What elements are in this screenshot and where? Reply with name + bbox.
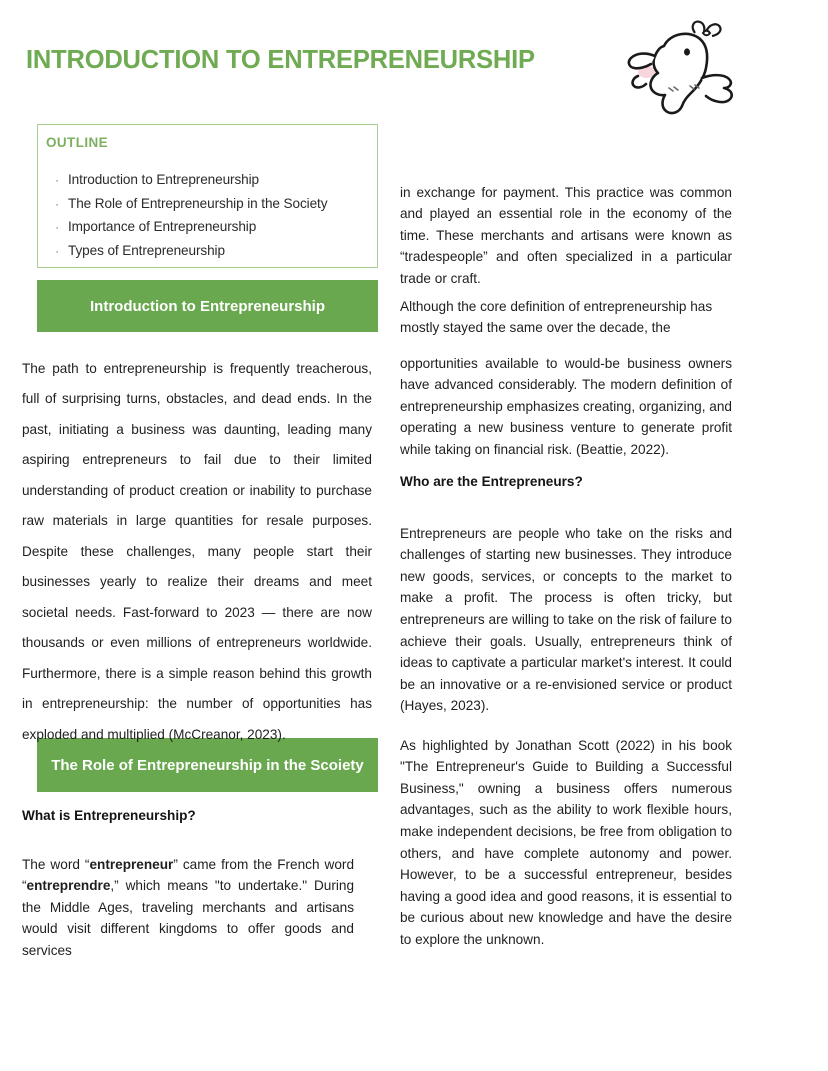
outline-box	[37, 124, 378, 268]
outline-item-label: Introduction to Entrepreneurship	[68, 172, 260, 187]
list-item	[46, 193, 373, 217]
text-run: ,” which means "to undertake." During the Middle Ages, traveling merchants and artisans would visit different kingdoms to offer goods and services	[22, 878, 354, 958]
paragraph-intro-path: The path to entrepreneurship is frequently treacherous, full of surprising turns, obstacles, and dead ends. In the past, initiating a business was daunting, leading many aspiring entrepreneurs to fail due to their limited understanding of product creation or inability to purchase raw materials in large quantities for resale purposes. Despite these challenges, many people start their businesses yearly to realize their dreams and meet societal needs. Fast-forward to 2023 — there are now thousands or even millions of entrepreneurs worldwide. Furthermore, there is a simple reason behind this growth in entrepreneurship: the number of opportunities has exploded and multiplied (McCreanor, 2023).	[22, 360, 372, 742]
emphasis-entrepreneur: entrepreneur	[89, 856, 174, 872]
emphasis-entreprendre: entreprendre	[26, 878, 111, 894]
outline-item-label: Types of Entrepreneurship	[68, 242, 225, 258]
outline-list	[46, 169, 373, 263]
paragraph-entrepreneurs-definition: Entrepreneurs are people who take on the risks and challenges of starting new businesses. They introduce new goods, services, or concepts to the market to make a profit. The process is often tricky, but entrepreneurs are willing to take on the risk of failure to achieve their goals. Usually, entrepreneurs think of ideas to captivate a particular market's interest. It could be an innovative or a re-envisioned service or product (Hayes, 2023).	[400, 525, 732, 714]
paragraph-modern-definition: opportunities available to would-be business owners have advanced considerably. The modern definition of entrepreneurship emphasizes creating, organizing, and operating a new business venture to generate profit while taking on financial risk. (Beattie, 2022).	[400, 355, 732, 457]
section-banner-role-in-society: The Role of Entrepreneurship in the Scoiety	[37, 738, 378, 792]
bullet-icon: ·	[55, 222, 59, 234]
list-item	[46, 169, 373, 193]
paragraph-word-origin	[22, 854, 354, 962]
paragraph-core-definition: Although the core definition of entrepreneurship has mostly stayed the same over the decade, the	[400, 298, 713, 336]
heading-who-are-entrepreneurs: Who are the Entrepreneurs?	[400, 474, 583, 489]
paragraph-tradespeople: in exchange for payment. This practice was common and played an essential role in the economy of the time. These merchants and artisans were known as “tradespeople” and often specialized in a particular trade or craft.	[400, 184, 732, 286]
section-banner-introduction: Introduction to Entrepreneurship	[37, 280, 378, 332]
bullet-icon: ·	[55, 245, 59, 258]
outline-item-label: Importance of Entrepreneurship	[68, 219, 257, 234]
bullet-icon: ·	[55, 175, 59, 187]
text-run: The word “	[22, 856, 90, 872]
bunny-doodle-icon	[616, 16, 748, 122]
page-title: INTRODUCTION TO ENTREPRENEURSHIP	[26, 46, 535, 74]
heading-what-is-entrepreneurship: What is Entrepreneurship?	[22, 808, 196, 823]
outline-heading: OUTLINE	[46, 135, 109, 150]
list-item	[46, 240, 373, 264]
paragraph-jonathan-scott: As highlighted by Jonathan Scott (2022) in his book "The Entrepreneur's Guide to Building a Successful Business," owning a business offers numerous advantages, such as the ability to work flexible hours, make independent decisions, be free from obligation to others, and have complete autonomy and power. However, to be a successful entrepreneur, besides having a good idea and good reasons, it is essential to be curious about new knowledge and have the desire to explore the unknown.	[400, 737, 732, 947]
list-item	[46, 216, 373, 240]
outline-item-label: The Role of Entrepreneurship in the Society	[68, 195, 328, 211]
bullet-icon: ·	[55, 198, 59, 211]
text-run: ” came from the French word “	[22, 856, 355, 894]
